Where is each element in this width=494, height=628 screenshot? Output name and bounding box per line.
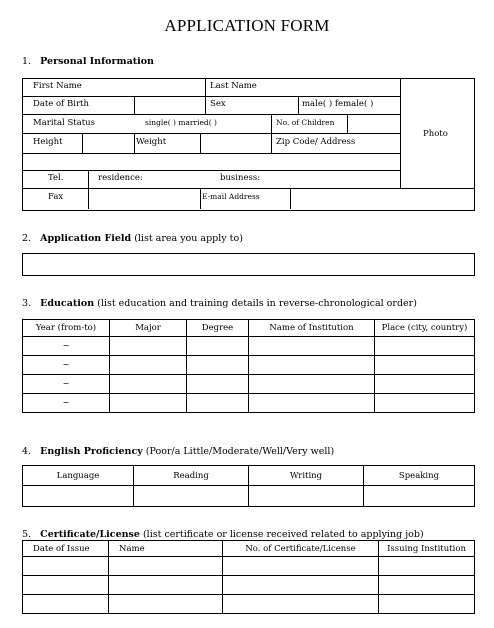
column-header: Name: [109, 541, 223, 557]
section-subtitle: (list certificate or license received related to applying job): [142, 529, 424, 540]
year-cell[interactable]: ~: [23, 356, 110, 375]
table-row: [23, 486, 475, 507]
column-header: No. of Certificate/License: [223, 541, 379, 557]
weight-label: Weight: [136, 137, 167, 147]
section-number: 1.: [22, 56, 32, 67]
table-row: [23, 557, 475, 576]
english-table: [22, 465, 475, 507]
table-row: [23, 576, 475, 595]
section-number: 5.: [22, 529, 32, 540]
residence-label: residence:: [98, 173, 143, 183]
section-2-heading: [22, 233, 243, 244]
section-subtitle: (Poor/a Little/Moderate/Well/Very well): [145, 446, 335, 457]
table-row: [23, 375, 475, 394]
form-title: APPLICATION FORM: [164, 16, 330, 35]
column-header: Year (from-to): [23, 320, 110, 337]
sex-label: Sex: [210, 99, 226, 109]
photo-label: Photo: [423, 129, 448, 139]
year-cell[interactable]: ~: [23, 337, 110, 356]
education-table: [22, 319, 475, 413]
application-field-input[interactable]: [22, 253, 475, 276]
marital-options: single( ) married( ): [145, 118, 217, 127]
table-row: [23, 595, 475, 614]
table-row: [23, 356, 475, 375]
column-header: Speaking: [364, 466, 475, 486]
section-1-heading: [22, 56, 154, 67]
column-header: Writing: [249, 466, 364, 486]
section-title: English Proficiency: [40, 446, 143, 457]
table-row: [23, 394, 475, 413]
certificate-table: [22, 540, 475, 614]
section-5-heading: [22, 529, 424, 540]
fax-label: Fax: [48, 192, 64, 202]
section-subtitle: (list education and training details in reverse-chronological order): [97, 298, 417, 309]
section-title: Certificate/License: [40, 529, 140, 540]
section-number: 2.: [22, 233, 32, 244]
column-header: Major: [110, 320, 187, 337]
children-label: No. of Children: [276, 118, 335, 127]
zip-label: Zip Code/ Address: [276, 137, 356, 147]
section-number: 4.: [22, 446, 32, 457]
email-label: E-mail Address: [202, 192, 260, 201]
column-header: Place (city, country): [375, 320, 475, 337]
tel-label: Tel.: [48, 173, 64, 183]
column-header: Issuing Institution: [379, 541, 475, 557]
marital-label: Marital Status: [33, 118, 96, 128]
section-subtitle: (list area you apply to): [134, 233, 243, 244]
last-name-label: Last Name: [210, 81, 257, 91]
height-label: Height: [33, 137, 63, 147]
column-header: Language: [23, 466, 134, 486]
section-title: Education: [40, 298, 95, 309]
column-header: Reading: [134, 466, 249, 486]
section-4-heading: [22, 446, 334, 457]
business-label: business:: [220, 173, 261, 183]
section-title: Application Field: [40, 233, 132, 244]
section-number: 3.: [22, 298, 32, 309]
section-title: Personal Information: [40, 56, 154, 67]
first-name-label: First Name: [33, 81, 82, 91]
year-cell[interactable]: ~: [23, 394, 110, 413]
column-header: Degree: [187, 320, 249, 337]
column-header: Name of Institution: [249, 320, 375, 337]
section-3-heading: [22, 298, 417, 309]
dob-label: Date of Birth: [33, 99, 89, 109]
table-row: [23, 337, 475, 356]
sex-options: male( ) female( ): [302, 99, 374, 109]
year-cell[interactable]: ~: [23, 375, 110, 394]
column-header: Date of Issue: [23, 541, 109, 557]
